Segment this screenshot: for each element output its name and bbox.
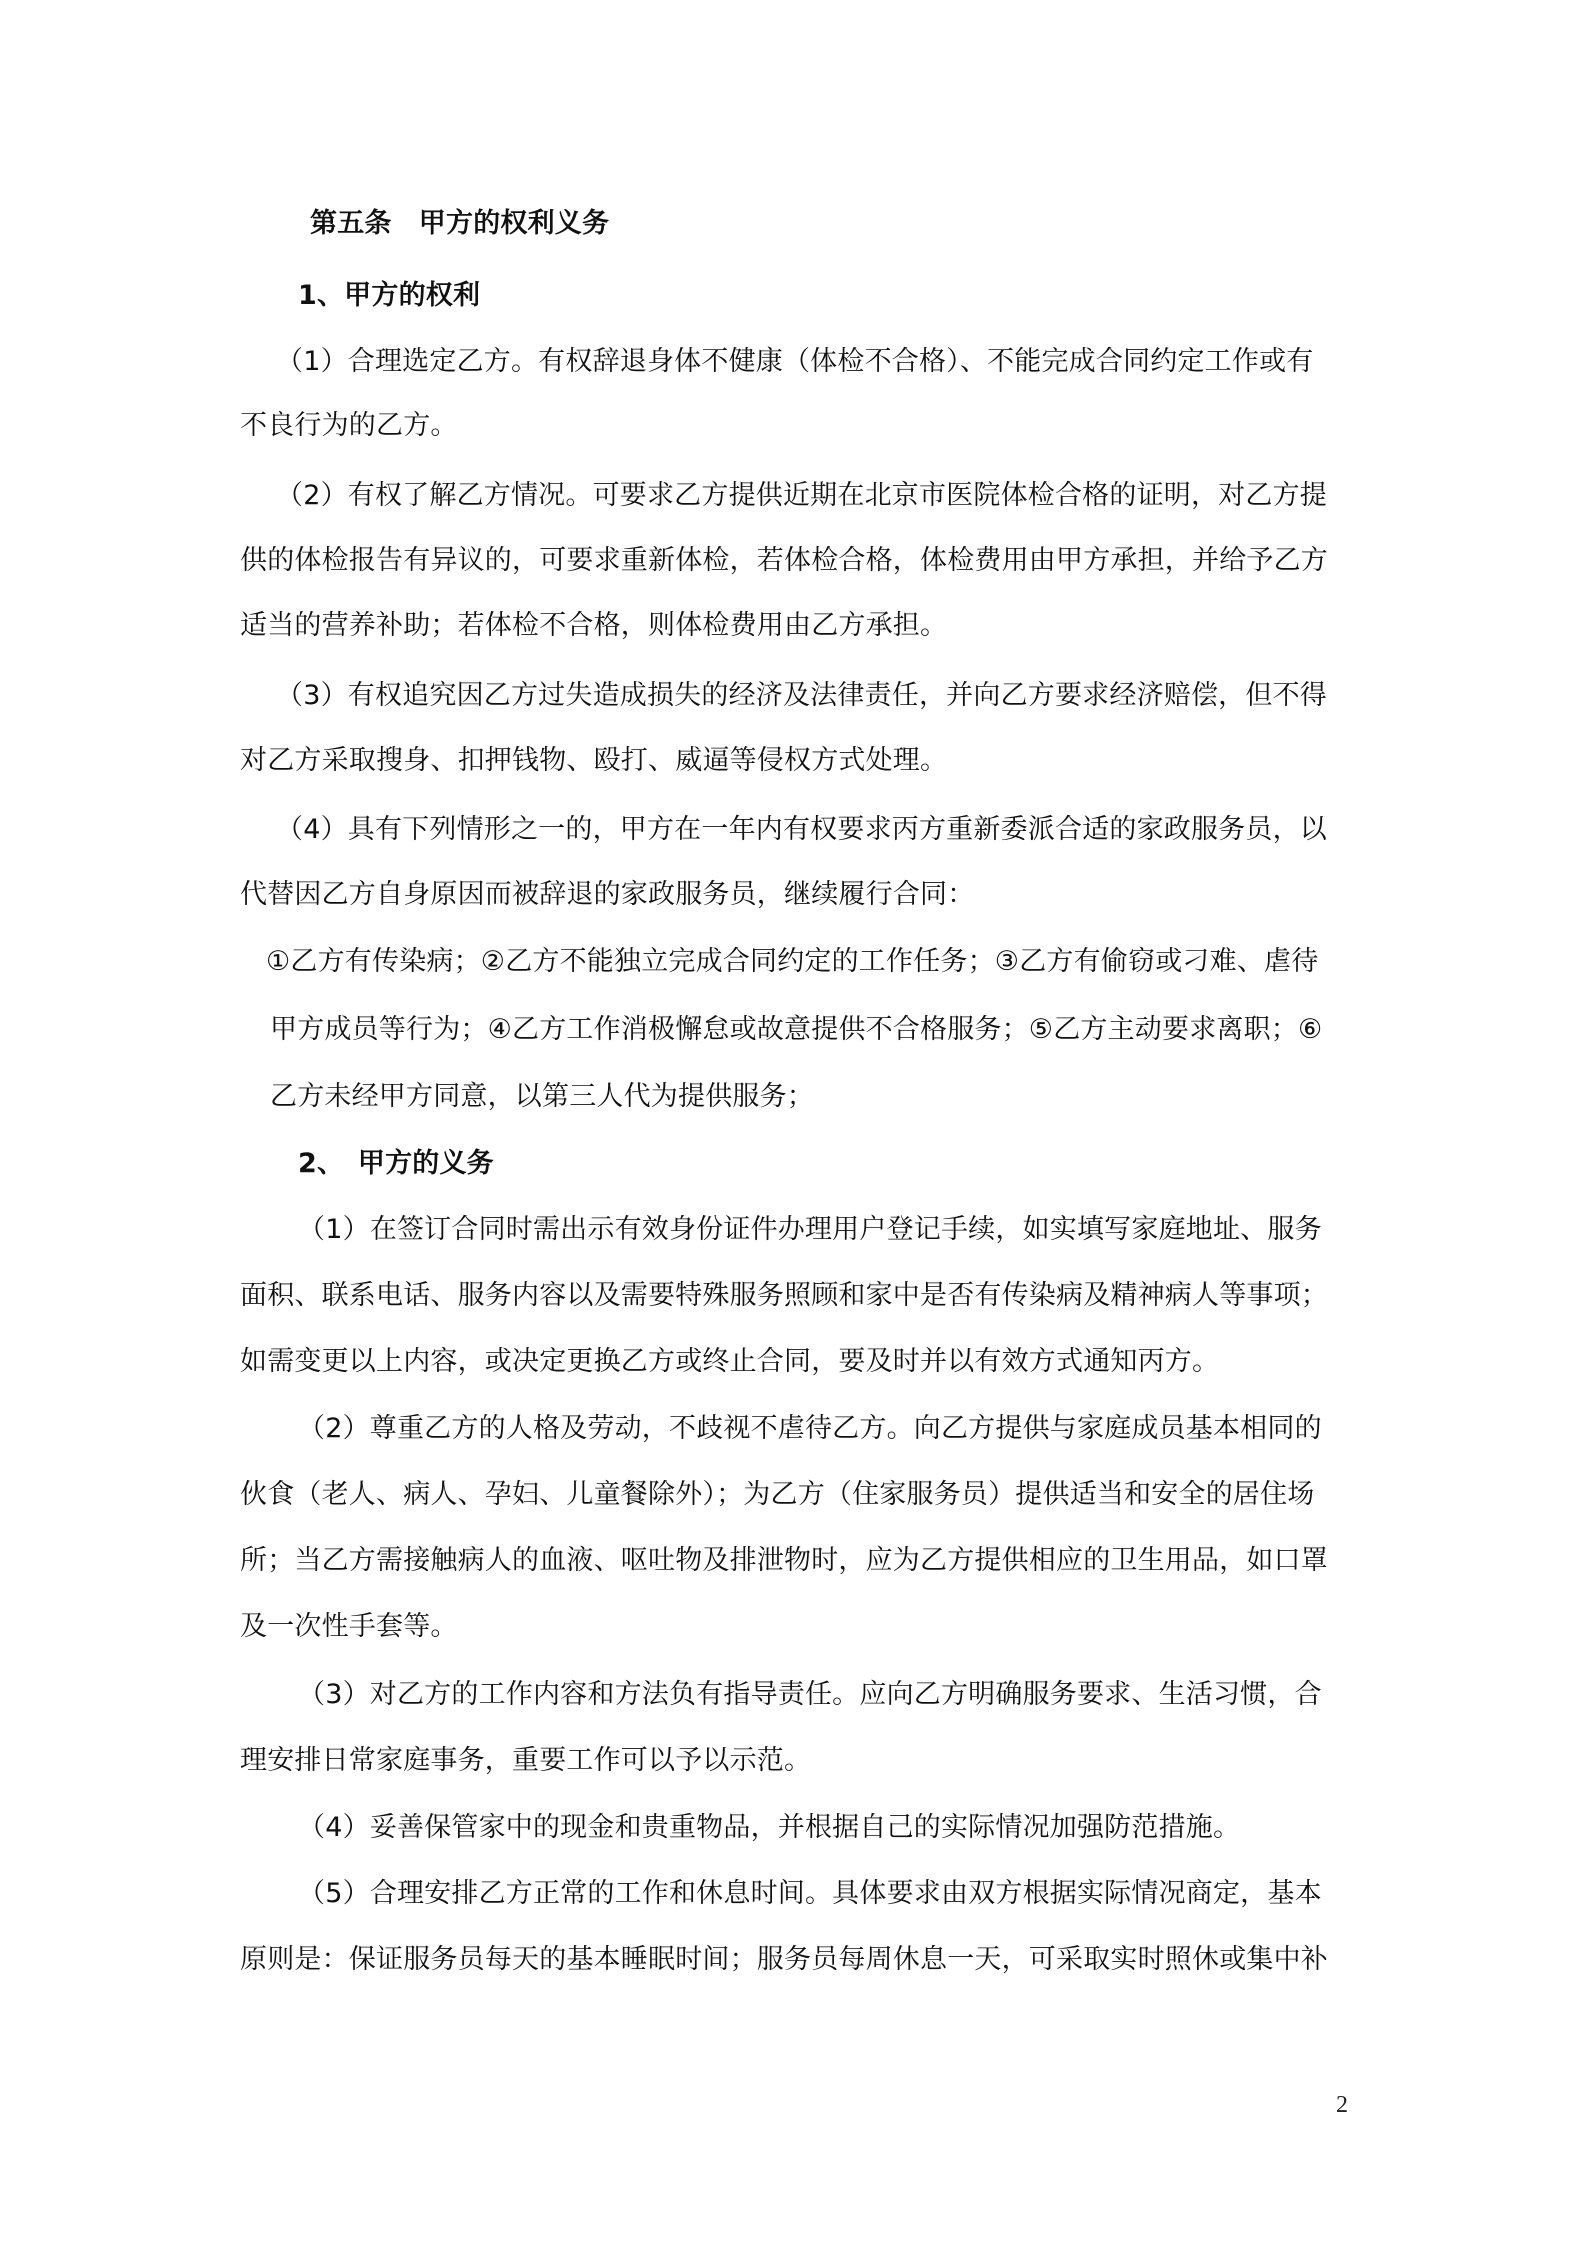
duties-p3-line1: （3）对乙方的工作内容和方法负有指导责任。应向乙方明确服务要求、生活习惯，合 [298,1679,1322,1710]
duties-p2-line1: （2）尊重乙方的人格及劳动，不歧视不虐待乙方。向乙方提供与家庭成员基本相同的 [298,1413,1322,1444]
duties-p1-line2: 面积、联系电话、服务内容以及需要特殊服务照顾和家中是否有传染病及精神病人等事项； [240,1280,1328,1311]
duties-heading: 2、 甲方的义务 [298,1148,494,1179]
rights-heading: 1、甲方的权利 [298,280,481,311]
duties-p2-line2: 伙食（老人、病人、孕妇、儿童餐除外）；为乙方（住家服务员）提供适当和安全的居住场 [240,1479,1315,1510]
rights-list-line1: ①乙方有传染病；②乙方不能独立完成合同约定的工作任务；③乙方有偷窃或刁难、虐待 [266,946,1319,977]
rights-p3-line2: 对乙方采取搜身、扣押钱物、殴打、威逼等侵权方式处理。 [240,745,948,776]
duties-p2-line4: 及一次性手套等。 [240,1611,458,1642]
duties-p5-line1: （5）合理安排乙方正常的工作和休息时间。具体要求由双方根据实际情况商定，基本 [298,1878,1322,1909]
duties-p4-line1: （4）妥善保管家中的现金和贵重物品，并根据自己的实际情况加强防范措施。 [298,1812,1241,1843]
duties-p5-line2: 原则是：保证服务员每天的基本睡眠时间；服务员每周休息一天，可采取实时照休或集中补 [240,1944,1328,1975]
rights-p2-line1: （2）有权了解乙方情况。可要求乙方提供近期在北京市医院体检合格的证明，对乙方提 [276,480,1327,511]
rights-p1-line2: 不良行为的乙方。 [240,410,458,441]
rights-list-line2: 甲方成员等行为；④乙方工作消极懈怠或故意提供不合格服务；⑤乙方主动要求离职；⑥ [270,1014,1323,1045]
duties-p3-line2: 理安排日常家庭事务，重要工作可以予以示范。 [240,1745,812,1776]
page-number: 2 [1336,2092,1348,2118]
rights-p2-line3: 适当的营养补助；若体检不合格，则体检费用由乙方承担。 [240,610,948,641]
article-heading: 第五条 甲方的权利义务 [310,208,610,239]
rights-list-line3: 乙方未经甲方同意，以第三人代为提供服务； [270,1081,814,1112]
duties-p1-line1: （1）在签订合同时需出示有效身份证件办理用户登记手续，如实填写家庭地址、服务 [298,1214,1322,1245]
duties-p2-line3: 所；当乙方需接触病人的血液、呕吐物及排泄物时，应为乙方提供相应的卫生用品，如口罩 [240,1545,1328,1576]
rights-p3-line1: （3）有权追究因乙方过失造成损失的经济及法律责任，并向乙方要求经济赔偿，但不得 [276,680,1327,711]
rights-p1-line1: （1）合理选定乙方。有权辞退身体不健康（体检不合格）、不能完成合同约定工作或有 [276,346,1314,377]
rights-p4-line2: 代替因乙方自身原因而被辞退的家政服务员，继续履行合同： [240,879,975,910]
rights-p4-line1: （4）具有下列情形之一的，甲方在一年内有权要求丙方重新委派合适的家政服务员，以 [276,814,1327,845]
duties-p1-line3: 如需变更以上内容，或决定更换乙方或终止合同，要及时并以有效方式通知丙方。 [240,1346,1220,1377]
rights-p2-line2: 供的体检报告有异议的，可要求重新体检，若体检合格，体检费用由甲方承担，并给予乙方 [240,545,1328,576]
